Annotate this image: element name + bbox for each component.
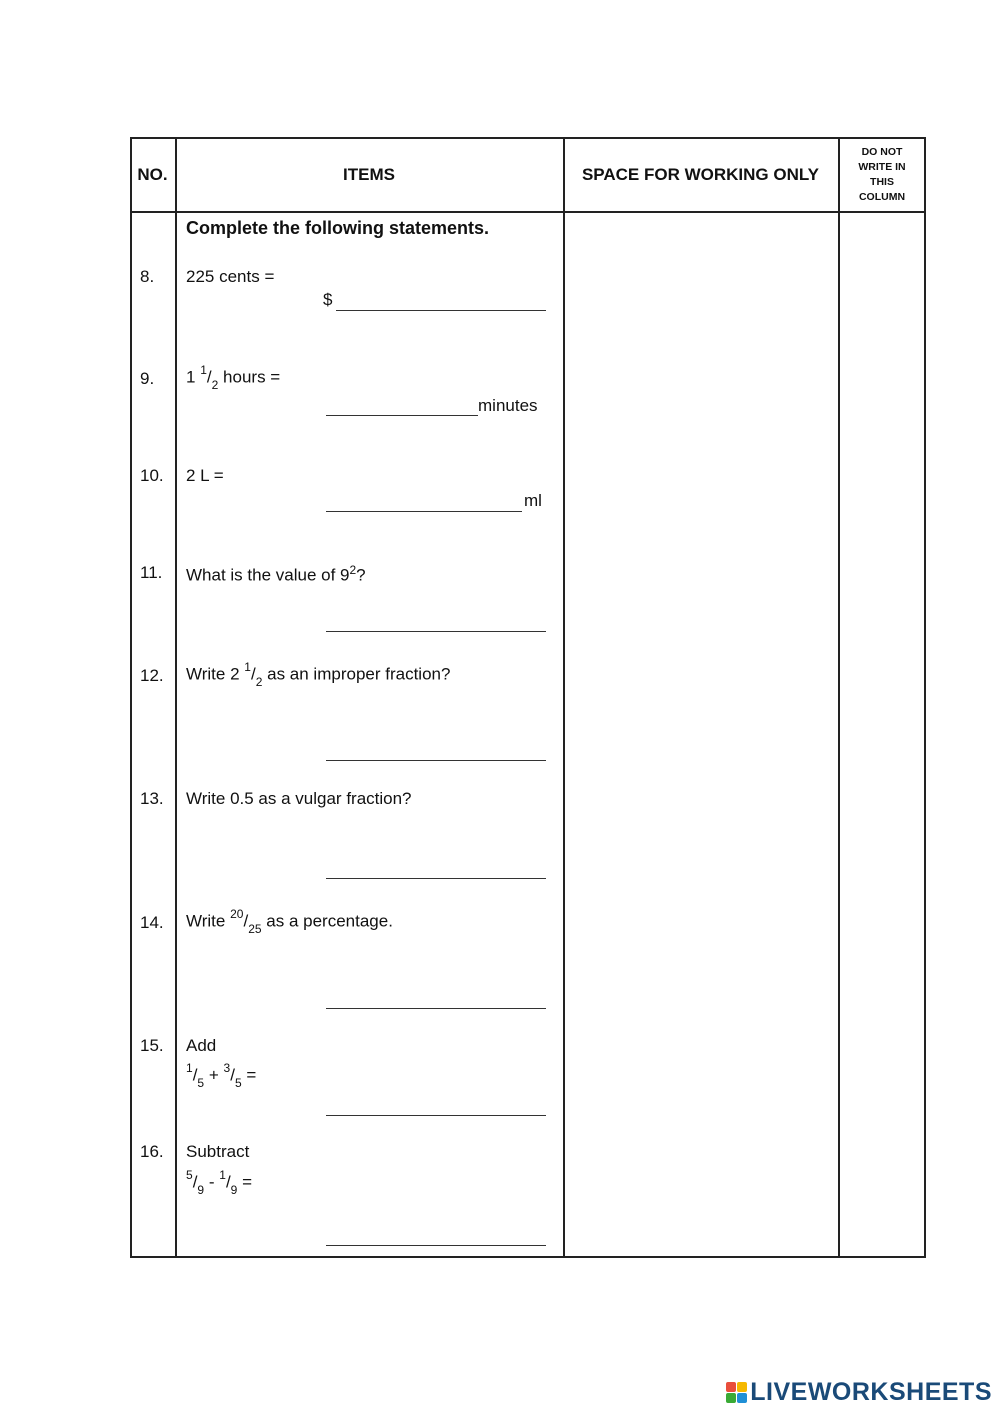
liveworksheets-logo-icon [726,1382,747,1403]
header-no: NO. [137,165,168,184]
q9-unit: minutes [478,396,538,415]
q16-number: 16. [140,1142,164,1161]
q16-a-numerator: 5 [186,1168,193,1182]
logo-square-1 [726,1382,736,1392]
q11-end: ? [356,565,366,585]
q16-b-numerator: 1 [219,1168,226,1182]
q12-text: Write 2 $^1/_2$ as an improper fraction? [186,660,451,690]
q10-text: 2 L = [186,466,224,485]
q16-b-denominator: 9 [230,1183,238,1198]
header-divider [130,211,926,213]
q11-text [186,563,366,586]
q13-text: Write 0.5 as a vulgar fraction? [186,789,412,808]
header-dnw-line-4: COLUMN [858,191,906,203]
q14-numerator: 20 [230,907,244,921]
logo-square-3 [726,1393,736,1403]
q9-numerator: 1 [200,363,207,377]
q15-number: 15. [140,1036,164,1055]
q14-denominator: 25 [248,922,262,937]
header-dnw-line-1: DO NOT [861,146,903,158]
q15-a-denominator: 5 [197,1076,205,1091]
q16-expression: $^5/_9 - ^1/_9$ = [186,1168,253,1198]
q16-operator: - [208,1172,215,1192]
liveworksheets-logo-text: LIVEWORKSHEETS [750,1378,992,1406]
q8-answer-line[interactable] [336,310,546,311]
q16-answer-line[interactable] [326,1245,546,1246]
q11-number: 11. [140,563,163,582]
q10-answer-line[interactable] [326,511,522,512]
q15-answer-line[interactable] [326,1115,546,1116]
q9-label: hours = [223,367,281,387]
q8-dollar-sign: $ [323,290,333,309]
header-items: ITEMS [343,165,395,184]
q9-number: 9. [140,369,155,388]
q8-text: 225 cents = [186,267,275,286]
q16-equals: = [242,1172,253,1192]
q15-b-denominator: 5 [234,1076,242,1091]
header-space-for-working: SPACE FOR WORKING ONLY [581,165,820,184]
q8-number: 8. [140,267,155,286]
liveworksheets-logo [726,1378,992,1407]
header-do-not-write [838,139,926,211]
q15-label: Add [186,1036,217,1055]
q15-a-numerator: 1 [186,1061,193,1075]
worksheet-table [130,137,926,1258]
q12-number: 12. [140,666,164,685]
q14-text: Write $^{20}/_{25}$ as a percentage. [186,907,393,937]
table-right-border [924,137,926,1258]
q13-answer-line[interactable] [326,878,546,879]
space-column-divider [838,137,840,1258]
header-dnw-line-3: THIS [870,176,894,188]
q16-label: Subtract [186,1142,250,1161]
q12-answer-line[interactable] [326,760,546,761]
q14-number: 14. [140,913,164,932]
no-column-divider [175,137,177,1258]
q11-label: What is the value of 9 [186,565,350,585]
q14-pre: Write [186,911,226,931]
q9-whole: 1 [186,367,196,387]
logo-square-4 [737,1393,747,1403]
q11-answer-line[interactable] [326,631,546,632]
q11-exponent: 2 [349,563,357,577]
q12-denominator: 2 [255,675,263,690]
table-left-border [130,137,132,1258]
q12-numerator: 1 [244,660,251,674]
q10-unit: ml [524,491,542,510]
q15-equals: = [246,1065,257,1085]
q10-number: 10. [140,466,164,485]
items-column-divider [563,137,565,1258]
q9-denominator: 2 [211,378,219,393]
q9-answer-line[interactable] [326,415,478,416]
q14-answer-line[interactable] [326,1008,546,1009]
q14-post: as a percentage. [266,911,393,931]
q15-b-numerator: 3 [223,1061,231,1075]
q12-post: as an improper fraction? [267,664,451,684]
q15-expression: $^1/_5 + ^3/_5$ = [186,1061,257,1091]
q15-operator: + [208,1065,219,1085]
table-bottom-border [130,1256,926,1258]
q9-text: 1 $^1/_2$ hours = [186,363,281,393]
logo-square-2 [737,1382,747,1392]
instruction-text: Complete the following statements. [186,218,490,238]
q16-a-denominator: 9 [197,1183,205,1198]
header-dnw-line-2: WRITE IN [858,161,906,173]
q12-pre: Write 2 [186,664,240,684]
q13-number: 13. [140,789,164,808]
